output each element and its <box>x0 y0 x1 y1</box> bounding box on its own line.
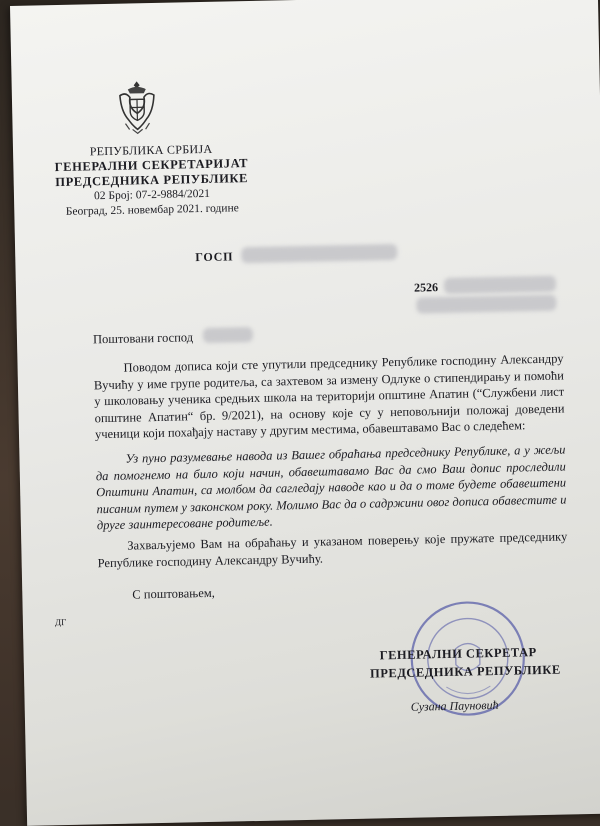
salutation: Поштовани господ <box>92 330 194 347</box>
serbian-coat-of-arms-icon <box>116 79 159 136</box>
header-reference-number: 02 Број: 07-2-9884/2021 <box>93 187 211 203</box>
signatory-name: Сузана Пауновић <box>410 697 499 714</box>
typist-initials: ДГ <box>54 616 67 628</box>
paragraph-3: Захваљујемо Вам на обраћању и указаном поверењу које пружате председнику Републике господину Александру Вучићу. <box>97 529 568 570</box>
recipient-number: 2526 <box>413 280 439 295</box>
signatory-title-line2: ПРЕДСЕДНИКА РЕПУБЛИКЕ <box>369 662 561 681</box>
letter-sheet <box>10 0 600 826</box>
header-place-date: Београд, 25. новембар 2021. године <box>65 202 239 218</box>
paragraph-2: Уз пуно разумевање навода из Вашег обраћања председнику Републике, а у жељи да помогнемо на било који начин, обавештавамо Вас да смо Ваш допис проследили Општини Апатин, са молбом да сагледају наводе као и да о томе будете обавештени писаним путем у законском року. Молимо Вас да о садржини овог дописа обавестите и друге заинтересоване родитеље. <box>95 442 567 533</box>
closing-phrase: С поштовањем, <box>132 585 215 602</box>
header-institution: ГЕНЕРАЛНИ СЕКРЕТАРИЈАТ <box>54 156 249 175</box>
redaction-salutation-name <box>203 327 253 343</box>
paragraph-1: Поводом дописа који сте упутили председнику Републике господину Александру Вучићу у име групе родитеља, са захтевом за измену Одлуке о стипендирању и помоћи у школовању ученика средњих школа на територији општине Апатин (“Службени лист општине Апатин“ бр. 9/2021), на основу које су у неповољнији положај доведени ученици који похађају наставу у другим местима, обавештавамо Вас о следећем: <box>93 351 565 442</box>
header-country: РЕПУБЛИКА СРБИЈА <box>89 141 213 159</box>
redaction-address <box>444 276 556 294</box>
redaction-addressee <box>241 244 397 263</box>
signatory-title-line1: ГЕНЕРАЛНИ СЕКРЕТАР <box>379 645 537 663</box>
header-office: ПРЕДСЕДНИКА РЕПУБЛИКЕ <box>55 171 249 190</box>
addressee: ГОСП <box>195 249 234 265</box>
redaction-address-line2 <box>416 295 556 314</box>
